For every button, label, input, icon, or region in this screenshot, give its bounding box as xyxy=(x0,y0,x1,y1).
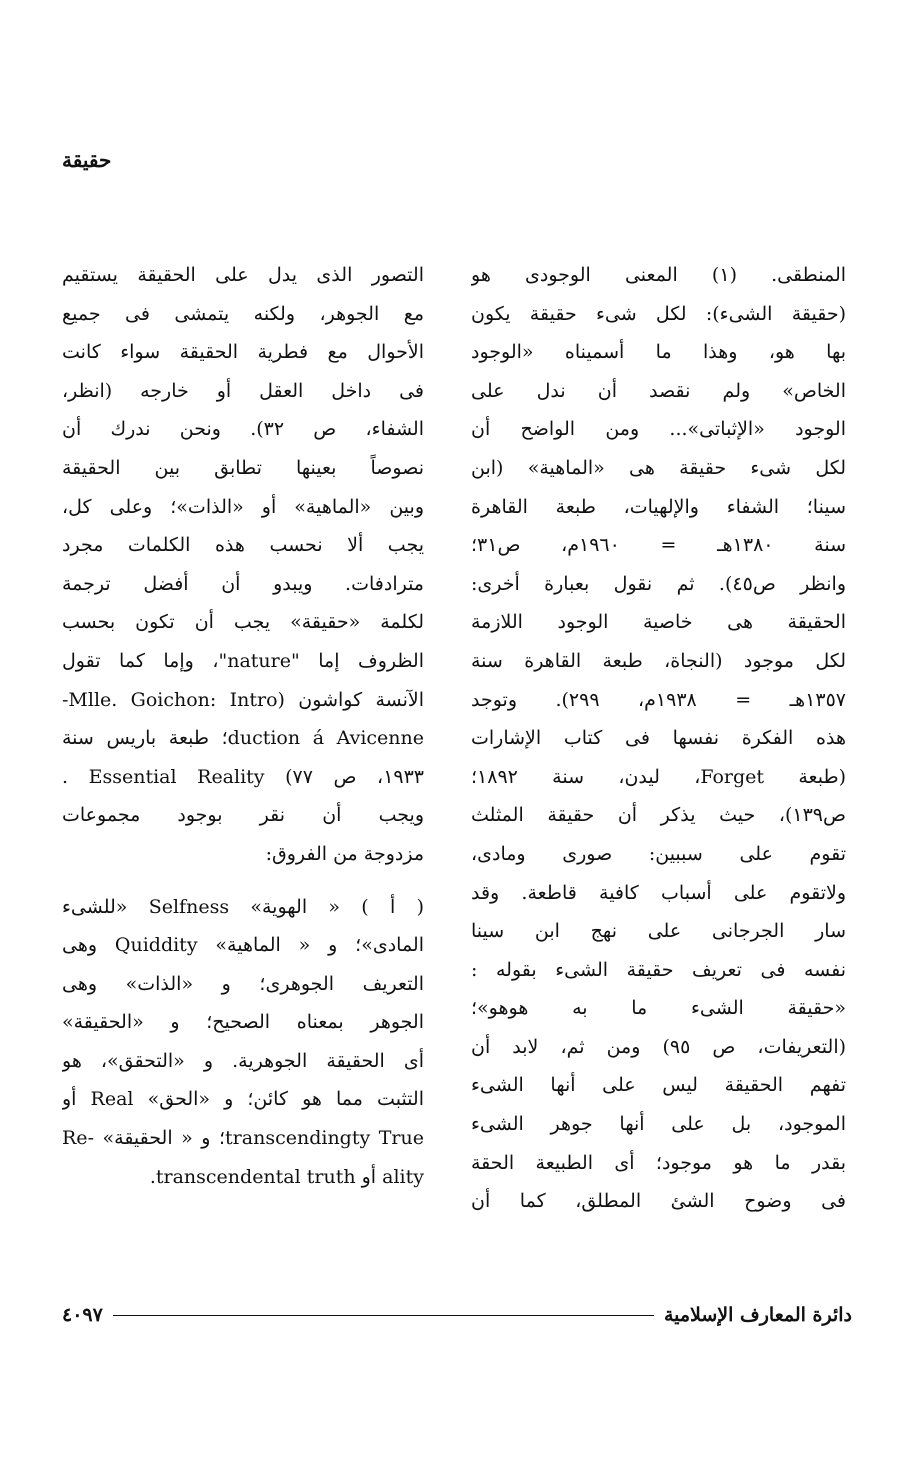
right-column xyxy=(471,256,846,1221)
footer-rule xyxy=(113,1315,654,1316)
text-line: ١٣٥٧هـ = ١٩٣٨م، ٢٩٩). وتوجد xyxy=(471,688,846,711)
text-line: التصور الذى يدل على الحقيقة يستقيم xyxy=(62,264,424,286)
text-line: فى وضوح الشئ المطلق، كما أن xyxy=(471,1190,846,1213)
text-line: ality أو transcendental truth. xyxy=(149,1165,424,1188)
text-line: مع الجوهر، ولكنه يتمشى فى جميع xyxy=(62,302,424,325)
text-line: وبين «الماهية» أو «الذات»؛ وعلى كل، xyxy=(62,495,424,518)
running-head-title: حقيقة xyxy=(62,148,112,172)
text-line: الظروف إما "nature"، وإما كما تقول xyxy=(62,649,424,672)
text-line: نفسه فى تعريف حقيقة الشىء بقوله : xyxy=(471,958,846,981)
text-line: التثبت مما هو كائن؛ و «الحق» Real أو xyxy=(62,1088,424,1111)
text-line: ١٩٣٣، ص ٧٧) Essential Reality . xyxy=(62,765,424,788)
text-line: (التعريفات، ص ٩٥) ومن ثم، لابد أن xyxy=(471,1035,846,1058)
text-line: يجب ألا نحسب هذه الكلمات مجرد xyxy=(62,534,424,557)
text-line: الأحوال مع فطرية الحقيقة سواء كانت xyxy=(62,341,424,364)
text-line: الحقيقة هى خاصية الوجود اللازمة xyxy=(471,611,846,634)
text-line: المادى»؛ و « الماهية» Quiddity وهى xyxy=(62,934,424,957)
text-line: بقدر ما هو موجود؛ أى الطبيعة الحقة xyxy=(471,1151,846,1174)
text-line: التعريف الجوهرى؛ و «الذات» وهى xyxy=(62,972,424,995)
text-line: سار الجرجانى على نهج ابن سينا xyxy=(471,920,846,943)
text-line: الآنسة كواشون (Mlle. Goichon: Intro- xyxy=(62,688,424,711)
text-line: فى داخل العقل أو خارجه (انظر، xyxy=(62,379,424,402)
text-line: مزدوجة من الفروق: xyxy=(265,842,424,865)
text-line: الشفاء، ص ٣٢). ونحن ندرك أن xyxy=(62,418,424,441)
text-line: بها هو، وهذا ما أسميناه «الوجود xyxy=(471,341,846,364)
text-line: «حقيقة الشىء ما به هوهو»؛ xyxy=(471,997,846,1020)
text-line: الجوهر بمعناه الصحيح؛ و «الحقيقة» xyxy=(62,1011,424,1034)
footer-encyclopedia-title: دائرة المعارف الإسلامية xyxy=(663,1304,852,1326)
page-number: ٤٠٩٧ xyxy=(62,1304,103,1326)
text-line: تفهم الحقيقة ليس على أنها الشىء xyxy=(471,1074,846,1097)
text-line: الوجود «الإثباتى»... ومن الواضح أن xyxy=(471,418,846,441)
text-line: سنة ١٣٨٠هـ = ١٩٦٠م، ص٣١؛ xyxy=(471,534,846,557)
text-line: (طبعة Forget، ليدن، سنة ١٨٩٢؛ xyxy=(471,765,846,788)
text-line: ص١٣٩)، حيث يذكر أن حقيقة المثلث xyxy=(471,804,846,827)
text-line: أى الحقيقة الجوهرية. و «التحقق»، هو xyxy=(62,1049,424,1072)
text-line: المنطقى. (١) المعنى الوجودى هو xyxy=(471,264,846,286)
text-line: ولاتقوم على أسباب كافية قاطعة. وقد xyxy=(471,881,846,904)
text-line: لكل شىء حقيقة هى «الماهية» (ابن xyxy=(471,456,846,479)
left-column xyxy=(62,256,424,1196)
text-line: duction á Avicenne؛ طبعة باريس سنة xyxy=(62,727,424,750)
text-line: (حقيقة الشىء): لكل شىء حقيقة يكون xyxy=(471,302,846,325)
text-line: تقوم على سببين: صورى ومادى، xyxy=(471,842,846,865)
text-line: لكلمة «حقيقة» يجب أن تكون بحسب xyxy=(62,611,424,634)
page-footer xyxy=(62,1300,852,1330)
text-line: ( أ ) « الهوية» Selfness «للشىء xyxy=(62,895,424,918)
text-line: transcendingty True؛ و « الحقيقة» -Re xyxy=(62,1127,424,1150)
text-line: وانظر ص٤٥). ثم نقول بعبارة أخرى: xyxy=(471,572,846,595)
text-line: الخاص» ولم نقصد أن ندل على xyxy=(471,379,846,402)
text-line: ويجب أن نقر بوجود مجموعات xyxy=(62,804,424,827)
text-line: سينا؛ الشفاء والإلهيات، طبعة القاهرة xyxy=(471,495,846,518)
text-line: مترادفات. ويبدو أن أفضل ترجمة xyxy=(62,572,424,595)
paragraph xyxy=(62,256,424,874)
text-line: هذه الفكرة نفسها فى كتاب الإشارات xyxy=(471,727,846,750)
text-line: لكل موجود (النجاة، طبعة القاهرة سنة xyxy=(471,649,846,672)
text-line: الموجود، بل على أنها جوهر الشىء xyxy=(471,1113,846,1136)
paragraph xyxy=(62,888,424,1197)
text-line: نصوصاً بعينها تطابق بين الحقيقة xyxy=(62,456,424,479)
paragraph-gap xyxy=(62,874,424,888)
